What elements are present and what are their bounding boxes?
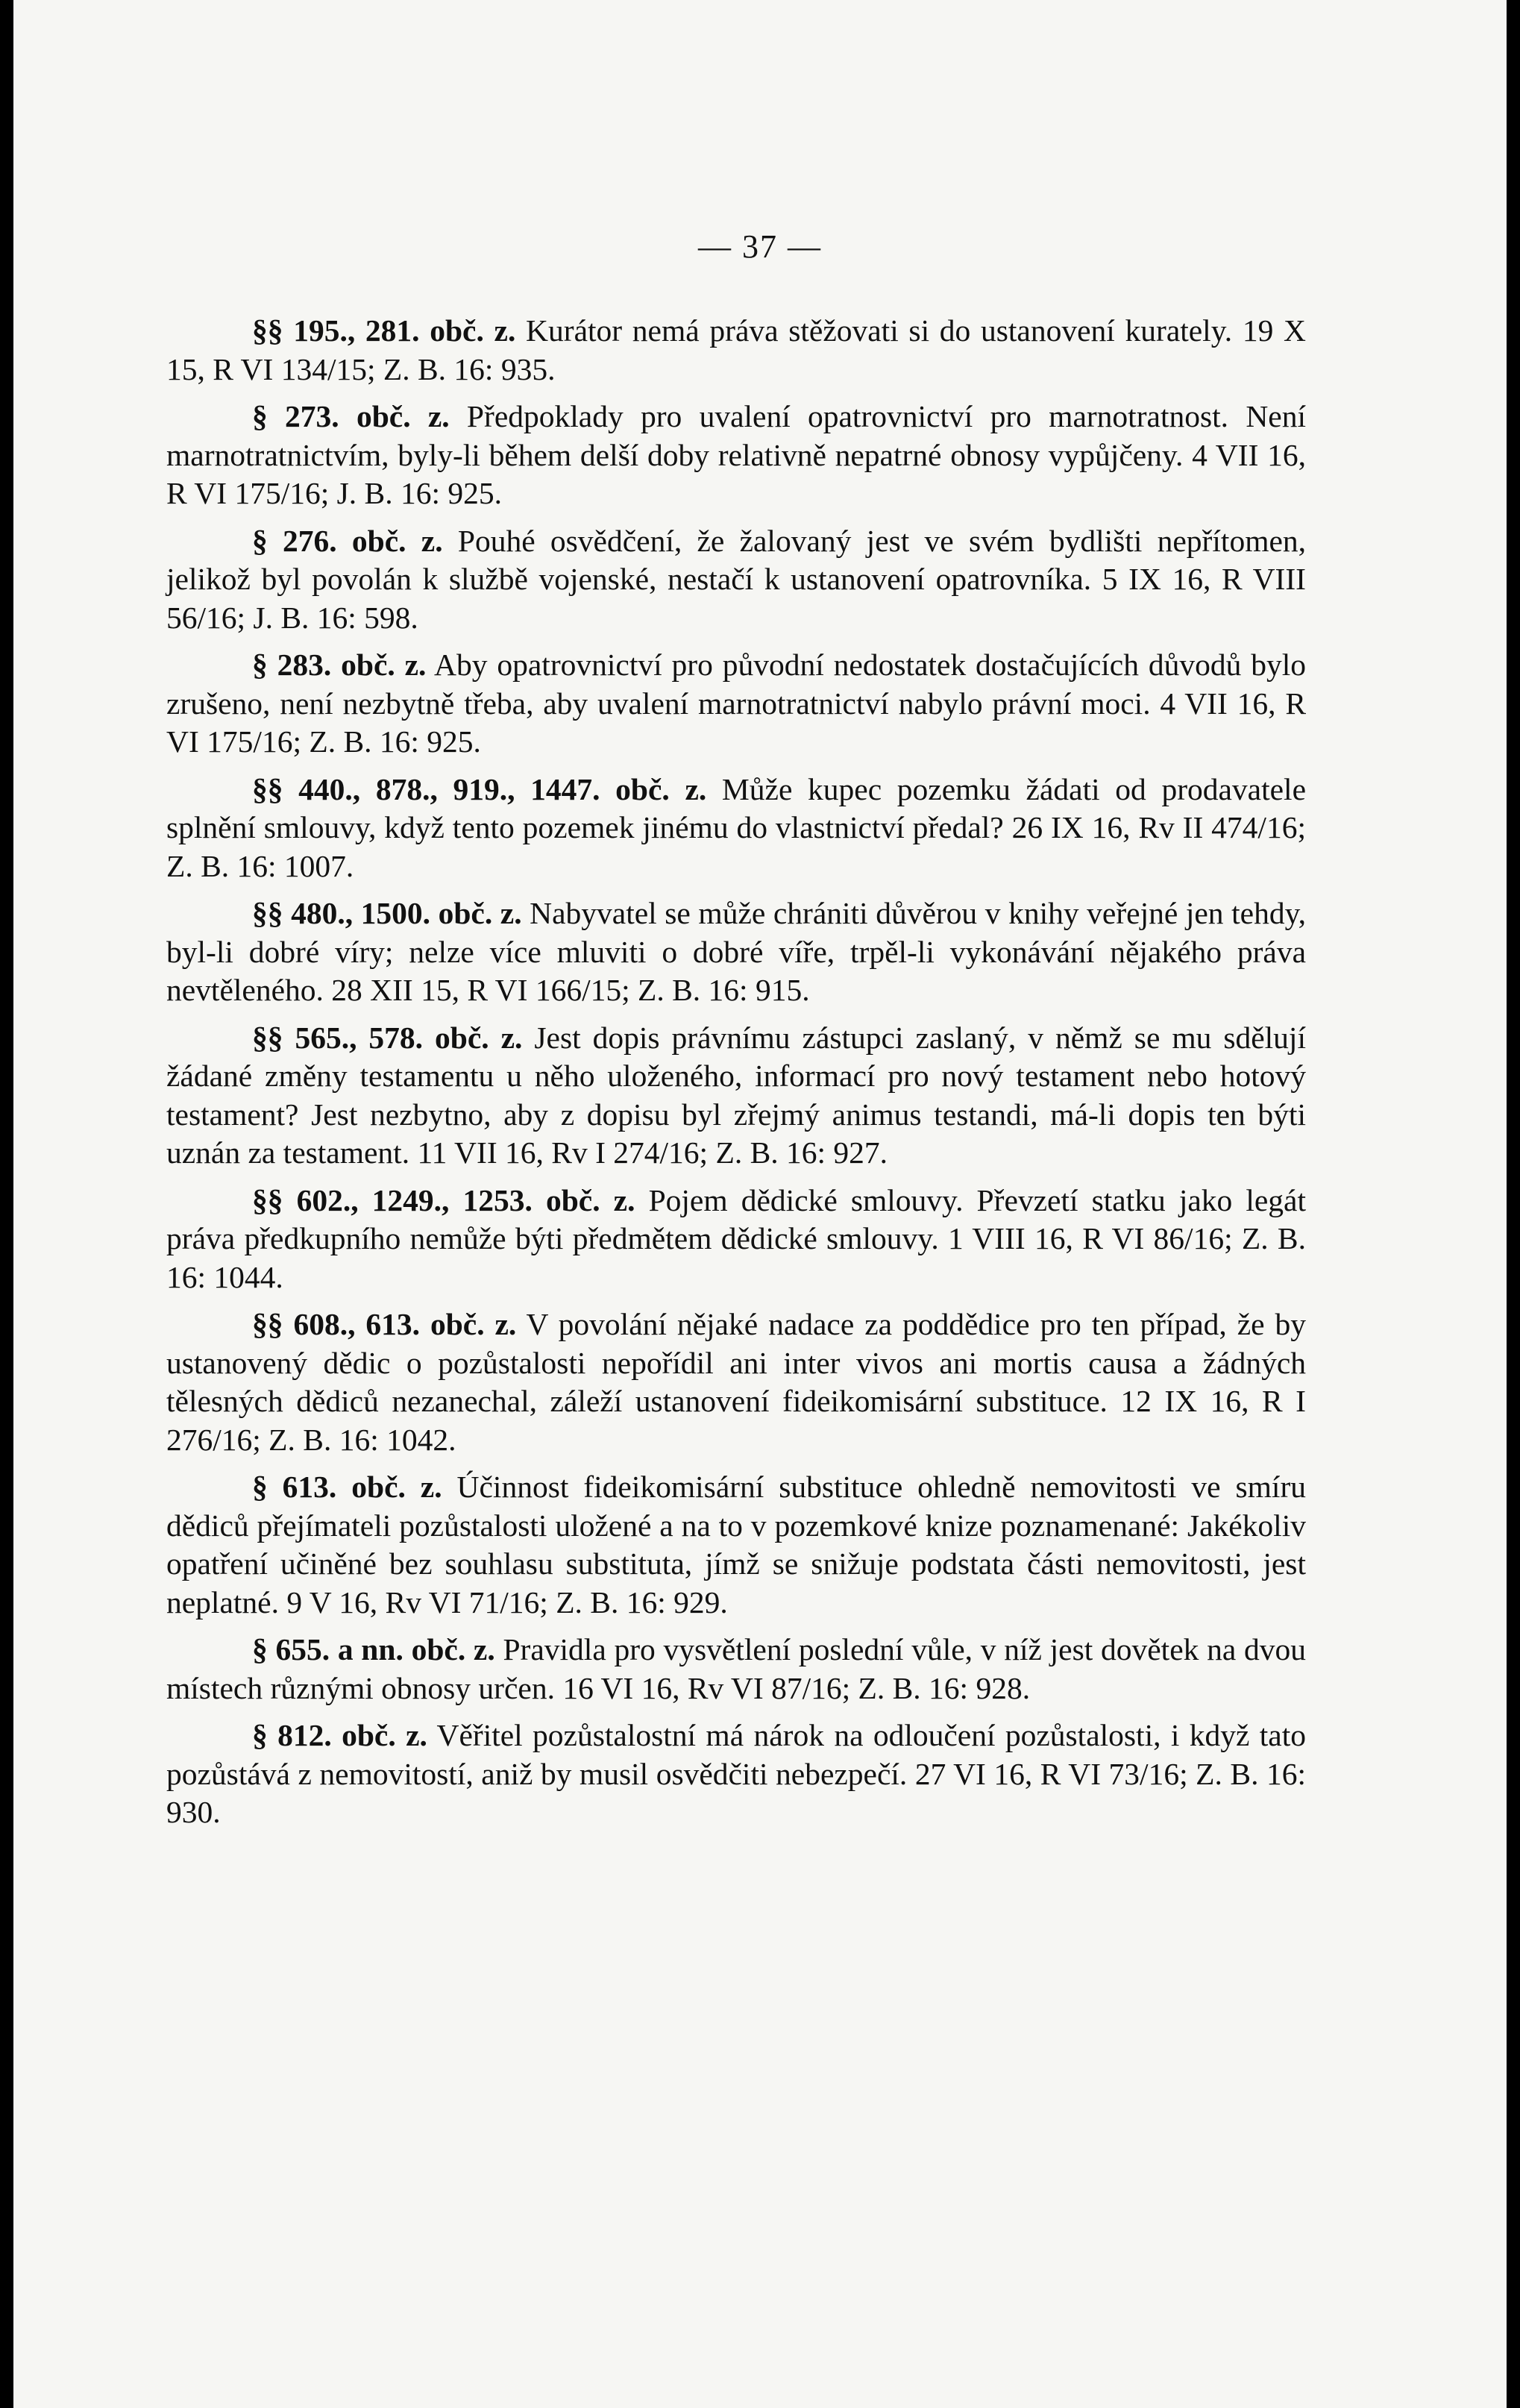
statute-reference: § 276. obč. z. [252,523,443,558]
digest-entry [166,894,1306,1010]
scan-border-left [0,0,13,2408]
statute-reference: §§ 565., 578. obč. z. [252,1020,523,1055]
digest-entry [166,312,1306,389]
entry-text: Věřitel pozůstalostní má nárok na odloučení pozůstalosti, i když tato pozůstává z nemovitostí, aniž by musil osvědčiti nebezpečí. 27 VI 16, R VI 73/16; Z. B. 16: 930. [166,1718,1306,1829]
digest-entry [166,1716,1306,1832]
statute-reference: §§ 195., 281. obč. z. [252,313,516,348]
entry-text: Předpoklady pro uvalení opatrovnictví pro marnotratnost. Není marnotratnictvím, byly-li během delší doby relativně nepatrné obnosy vypůjčeny. 4 VII 16, R VI 175/16; J. B. 16: 925. [166,399,1306,510]
digest-entry [166,522,1306,638]
statute-reference: §§ 480., 1500. obč. z. [252,896,522,930]
entry-text: Aby opatrovnictví pro původní nedostatek dostačujících důvodů bylo zrušeno, není nezbytně třeba, aby uvalení marnotratnictví nabylo právní moci. 4 VII 16, R VI 175/16; Z. B. 16: 925. [166,648,1306,759]
page-number: — 37 — [698,228,822,265]
entry-text: Nabyvatel se může chrániti důvěrou v knihy veřejné jen tehdy, byl-li dobré víry; nelze více mluviti o dobré víře, trpěl-li vykonávání nějakého práva nevtěleného. 28 XII 15, R VI 166/15; Z. B. 16: 915. [166,896,1307,1007]
statute-reference: § 283. obč. z. [252,648,427,682]
digest-entry [166,1631,1306,1708]
digest-entry [166,398,1306,513]
digest-entry [166,771,1306,886]
digest-entry [166,1305,1306,1459]
entry-text: Účinnost fideikomisární substituce ohledně nemovitosti ve smíru dědiců přejímateli pozůstalosti uložené a na to v pozemkové knize poznamenané: Jakékoliv opatření učiněné bez souhlasu substituta, jímž se snižuje podstata části nemovitosti, jest neplatné. 9 V 16, Rv VI 71/16; Z. B. 16: 929. [166,1470,1307,1620]
statute-reference: § 273. obč. z. [252,399,450,433]
statute-reference: §§ 440., 878., 919., 1447. obč. z. [252,771,707,806]
digest-entry [166,1182,1306,1297]
entry-text: Může kupec pozemku žádati od prodavatele splnění smlouvy, když tento pozemek jinému do vlastnictví předal? 26 IX 16, Rv II 474/16; Z. B. 16: 1007. [166,771,1306,883]
scan-border-right [1507,0,1520,2408]
book-page [13,0,1507,2408]
entry-text: Pojem dědické smlouvy. Převzetí statku jako legát práva předkupního nemůže býti předmětem dědické smlouvy. 1 VIII 16, R VI 86/16; Z. B. 16: 1044. [166,1182,1307,1294]
entry-text: Kurátor nemá práva stěžovati si do ustanovení kurately. 19 X 15, R VI 134/15; Z. B. 16: 935. [166,313,1307,386]
legal-digest-text [166,312,1306,1841]
entry-text: Pravidla pro vysvětlení poslední vůle, v níž jest dovětek na dvou místech různými obnosy určen. 16 VI 16, Rv VI 87/16; Z. B. 16: 928. [166,1632,1306,1705]
digest-entry [166,1019,1306,1173]
statute-reference: § 655. a nn. obč. z. [252,1632,495,1667]
entry-text: V povolání nějaké nadace za poddědice pro ten případ, že by ustanovený dědic o pozůstalosti nepořídil ani inter vivos ani mortis causa a žádných tělesných dědiců nezanechal, záleží ustanovení fideikomisární substituce. 12 IX 16, R I 276/16; Z. B. 16: 1042. [166,1307,1306,1457]
statute-reference: §§ 608., 613. obč. z. [252,1307,517,1341]
digest-entry [166,646,1306,762]
statute-reference: § 613. obč. z. [252,1470,442,1504]
statute-reference: §§ 602., 1249., 1253. obč. z. [252,1182,635,1217]
entry-text: Pouhé osvědčení, že žalovaný jest ve svém bydlišti nepřítomen, jelikož byl povolán k službě vojenské, nestačí k ustanovení opatrovníka. 5 IX 16, R VIII 56/16; J. B. 16: 598. [166,523,1307,635]
statute-reference: § 812. obč. z. [252,1718,427,1752]
digest-entry [166,1468,1306,1622]
entry-text: Jest dopis právnímu zástupci zaslaný, v němž se mu sdělují žádané změny testamentu u něho uloženého, informací pro nový testament nebo hotový testament? Jest nezbytno, aby z dopisu byl zřejmý animus testandi, má-li dopis ten býti uznán za testament. 11 VII 16, Rv I 274/16; Z. B. 16: 927. [166,1020,1306,1170]
